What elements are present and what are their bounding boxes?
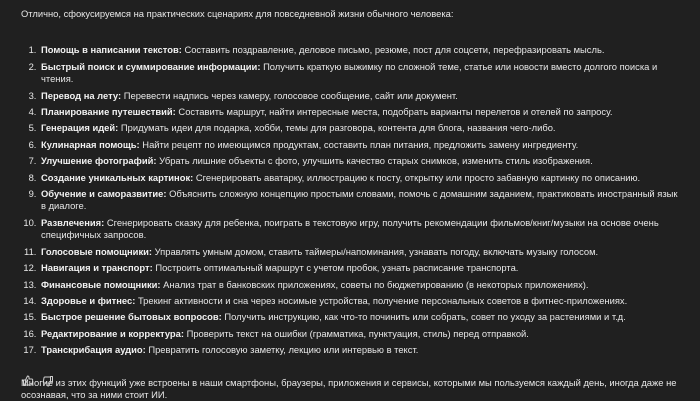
use-case-text: Сгенерировать аватарку, иллюстрацию к посту, открытку или просто забавную картинку по описанию. [195, 171, 641, 183]
use-case-item [39, 90, 685, 102]
use-case-item [39, 155, 685, 167]
use-case-term: Помощь в написании текстов: [41, 44, 182, 56]
use-case-text: Составить маршрут, найти интересные места, подобрать варианты перелетов и отелей по запросу. [178, 106, 613, 118]
thumbs-up-icon [22, 375, 34, 387]
use-case-item [39, 172, 685, 184]
use-case-term: Кулинарная помощь: [41, 138, 140, 150]
use-case-text: Получить краткую выжимку по сложной теме, статье или новости вместо долгого поиска и чтения. [41, 60, 658, 85]
use-case-term: Транскрибация аудио: [41, 344, 146, 356]
use-case-term: Создание уникальных картинок: [41, 171, 194, 183]
use-case-text: Составить поздравление, деловое письмо, резюме, пост для соцсети, перефразировать мысль. [184, 44, 605, 56]
use-case-term: Здоровье и фитнес: [41, 294, 136, 306]
use-case-term: Быстрый поиск и суммирование информации: [41, 60, 261, 72]
use-case-text: Найти рецепт по имеющимся продуктам, составить план питания, предложить замену ингредиенту. [142, 138, 579, 150]
use-case-term: Быстрое решение бытовых вопросов: [41, 311, 222, 323]
use-case-text: Проверить текст на ошибки (грамматика, пунктуация, стиль) перед отправкой. [186, 327, 529, 339]
use-case-term: Развлечения: [41, 216, 105, 228]
use-case-text: Убрать лишние объекты с фото, улучшить качество старых снимков, изменить стиль изображения. [159, 155, 593, 167]
use-case-text: Объяснить сложную концепцию простыми словами, помочь с домашним заданием, практиковать иностранный язык в диалоге. [41, 188, 678, 212]
use-case-item [39, 295, 685, 307]
message-intro: Отлично, сфокусируемся на практических сценариях для повседневной жизни обычного человека: [21, 8, 454, 19]
use-case-term: Улучшение фотографий: [41, 155, 157, 167]
use-case-item [39, 44, 685, 56]
use-case-text: Построить оптимальный маршрут с учетом пробок, узнать расписание транспорта. [155, 262, 519, 274]
use-case-item [39, 279, 685, 291]
use-cases-list [21, 44, 685, 356]
use-case-item [39, 61, 685, 86]
use-case-term: Редактирование и корректура: [41, 327, 184, 339]
use-case-text: Трекинг активности и сна через носимые устройства, получение персональных советов в фитнес-приложениях. [137, 294, 628, 306]
use-case-item [39, 217, 685, 242]
use-case-term: Голосовые помощники: [41, 245, 153, 257]
use-case-text: Придумать идеи для подарка, хобби, темы для разговора, контента для блога, названия чего-либо. [120, 122, 556, 134]
use-case-item [39, 311, 685, 323]
use-case-term: Генерация идей: [41, 122, 119, 134]
use-case-text: Управлять умным домом, ставить таймеры/напоминания, узнавать погоду, включать музыку голосом. [154, 245, 599, 257]
use-case-item [39, 188, 685, 213]
use-case-text: Получить инструкцию, как что-то починить или собрать, совет по уходу за растениями и т.д. [224, 311, 626, 323]
use-case-item [39, 139, 685, 151]
assistant-message [21, 8, 685, 401]
use-case-item [39, 246, 685, 258]
message-actions [21, 374, 55, 388]
use-case-text: Превратить голосовую заметку, лекцию или интервью в текст. [148, 344, 419, 356]
dislike-button[interactable] [41, 374, 55, 388]
message-outro: Многие из этих функций уже встроены в наши смартфоны, браузеры, приложения и сервисы, которыми мы пользуемся каждый день, иногда даже не осознавая, что за ними стоит ИИ. [21, 376, 677, 400]
use-case-item [39, 122, 685, 134]
use-case-text: Анализ трат в банковских приложениях, советы по бюджетированию (в некоторых приложениях). [163, 278, 589, 290]
use-case-term: Финансовые помощники: [41, 278, 161, 290]
use-case-item [39, 262, 685, 274]
use-case-term: Перевод на лету: [41, 89, 122, 101]
use-case-term: Планирование путешествий: [41, 106, 176, 118]
use-case-text: Сгенерировать сказку для ребенка, поиграть в текстовую игру, получить рекомендации фильмов/книг/музыки на основе очень специфичных запросов. [41, 216, 659, 241]
use-case-term: Навигация и транспорт: [41, 262, 153, 274]
use-case-item [39, 344, 685, 356]
use-case-text: Перевести надпись через камеру, голосовое сообщение, сайт или документ. [123, 89, 458, 101]
use-case-item [39, 106, 685, 118]
use-case-item [39, 328, 685, 340]
use-case-term: Обучение и саморазвитие: [41, 188, 167, 200]
like-button[interactable] [21, 374, 35, 388]
thumbs-down-icon [42, 375, 54, 387]
